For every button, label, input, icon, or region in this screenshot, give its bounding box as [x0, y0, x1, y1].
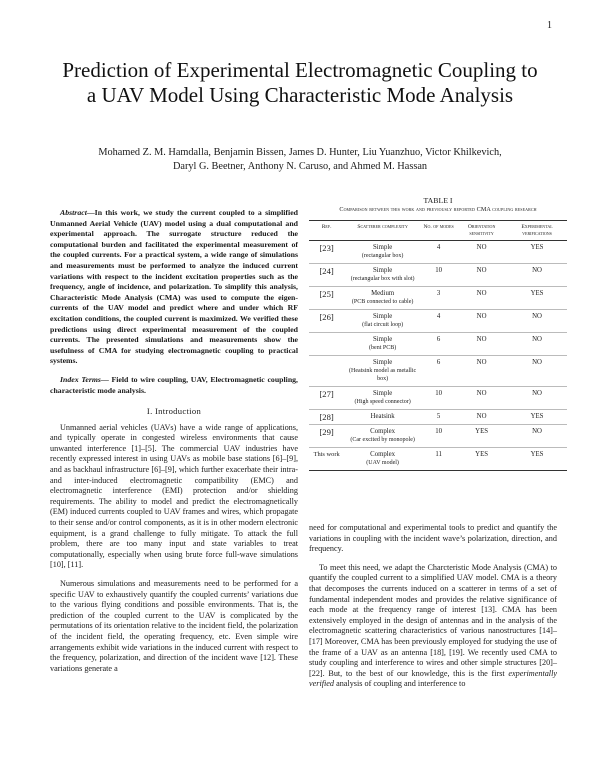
cell-ref: [23]	[309, 241, 344, 264]
cell-complexity: Complex (UAV model)	[344, 448, 421, 471]
col-header-orientation: Orientation sensitivity	[456, 221, 507, 241]
table-row	[309, 333, 567, 356]
cell-orientation: NO	[456, 310, 507, 333]
cell-experimental: NO	[507, 333, 567, 356]
cell-complexity: Simple (rectangular box with slot)	[344, 264, 421, 287]
table-row	[309, 448, 567, 471]
authors-line-1: Mohamed Z. M. Hamdalla, Benjamin Bissen, James D. Hunter, Liu Yuanzhuo, Victor Khilkevich,	[98, 147, 502, 158]
table-row	[309, 241, 567, 264]
cell-experimental: NO	[507, 264, 567, 287]
table-row	[309, 425, 567, 448]
cell-ref: This work	[309, 448, 344, 471]
table-title: Comparison between this work and previously reported CMA coupling research	[339, 206, 537, 213]
intro-paragraph-2: Numerous simulations and measurements need to be performed for a specific UAV to exhaustively quantify the coupled currents’ variations due to the various flying conditions and possible environments. That is, the prediction of the coupled current to the UAV is complicated by the permutations of its orientation relative to the incident field, the polarization of the incident field, the operating frequency, etc. Even simple wire arrangements exhibit wide variations in the induced current with respect to the frequency, polarization, and direction of the incident wave [12]. These variations generate a	[50, 579, 298, 673]
cell-ref: [25]	[309, 287, 344, 310]
table-row	[309, 310, 567, 333]
table-row	[309, 287, 567, 310]
cell-ref	[309, 356, 344, 387]
cell-complexity: Medium (PCB connected to cable)	[344, 287, 421, 310]
cell-experimental: NO	[507, 356, 567, 387]
cell-experimental: YES	[507, 410, 567, 425]
cell-orientation: NO	[456, 287, 507, 310]
cell-complexity: Complex (Car excited by monopole)	[344, 425, 421, 448]
section-heading-introduction: I. Introduction	[146, 406, 202, 417]
cell-orientation: NO	[456, 387, 507, 410]
paper-title: Prediction of Experimental Electromagnetic Coupling to a UAV Model Using Characteristic Mode Analysis	[62, 58, 538, 107]
right-paragraph-1: need for computational and experimental tools to predict and quantify the variations in coupling with the incident wave’s polarization, direction, and frequency.	[309, 523, 557, 554]
right-column-text	[309, 523, 557, 698]
cell-complexity: Simple (flat circuit loop)	[344, 310, 421, 333]
cell-ref: [28]	[309, 410, 344, 425]
cell-modes: 6	[421, 333, 456, 356]
cell-complexity: Simple (Heatsink model as metallic box)	[344, 356, 421, 387]
table-row	[309, 387, 567, 410]
index-terms-label: Index Terms	[60, 374, 101, 384]
cell-modes: 10	[421, 425, 456, 448]
index-terms	[50, 375, 298, 396]
table-row	[309, 410, 567, 425]
cell-experimental: YES	[507, 287, 567, 310]
table-number: TABLE I	[423, 196, 453, 205]
cell-experimental: NO	[507, 387, 567, 410]
abstract-text: —In this work, we study the current coupled to a simplified Unmanned Aerial Vehicle (UAV) model using a dual computational and experimental approach. The surrogate structure reduced the computational burden and facilitated the experimental measurement of the coupled currents. For a practical system, a wide range of simulations and measurements must be performed to analyze the induced current variations with respect to the incident excitation properties such as the frequency, angle of incidence, and polarization. To simplify this analysis, Characteristic Mode Analysis (CMA) was used to compute the eigen-currents of the UAV model and predict where and under which RF excitation conditions, the coupled current is maximized. We verified these predictions using direct experimental measurement of the coupled currents. The presented simulations and measurements show the usefulness of CMA for studying electromagnetic coupling to practical systems.	[50, 208, 298, 366]
cell-orientation: NO	[456, 241, 507, 264]
author-list	[60, 146, 540, 174]
cell-orientation: NO	[456, 356, 507, 387]
cell-complexity: Simple (rectangular box)	[344, 241, 421, 264]
cell-ref	[309, 333, 344, 356]
cell-experimental: YES	[507, 448, 567, 471]
cell-orientation: NO	[456, 333, 507, 356]
cell-experimental: YES	[507, 241, 567, 264]
cell-complexity: Simple (High speed connector)	[344, 387, 421, 410]
cell-complexity: Heatsink	[344, 410, 421, 425]
left-column	[50, 208, 298, 682]
cell-ref: [29]	[309, 425, 344, 448]
cell-modes: 11	[421, 448, 456, 471]
col-header-ref: Ref.	[309, 221, 344, 241]
col-header-experimental: Experimental verifications	[507, 221, 567, 241]
emphasis-text: experimentally verified	[309, 668, 557, 689]
authors-line-2: Daryl G. Beetner, Anthony N. Caruso, and Ahmed M. Hassan	[172, 161, 428, 172]
cell-orientation: YES	[456, 448, 507, 471]
cell-modes: 10	[421, 264, 456, 287]
page-number: 1	[547, 20, 552, 31]
cell-modes: 10	[421, 387, 456, 410]
cell-modes: 5	[421, 410, 456, 425]
table-row	[309, 356, 567, 387]
cell-complexity: Simple (bent PCB)	[344, 333, 421, 356]
cell-ref: [24]	[309, 264, 344, 287]
intro-paragraph-1: Unmanned aerial vehicles (UAVs) have a wide range of applications, and typically operate in congested wireless environments that cause unwanted interference [1]–[5]. The commercial UAV industries have recently expressed interest in using UAVs as mobile base stations [6]–[9], and as backhaul infrastructure [6]–[9], which further exacerbate their intra- and inter-induced electromagnetic compatibility (EMC) and electromagnetic interference (EMI) protection and/or shielding requirements. The ability to model and predict the electromagnetically (EM) induced currents coupled to UAV frames and wires, which propagate to their sense and/or control components, as it is in other modern electronic equipment, is a grand challenge to fully mitigate. To attack the full problem, there are too many input and state variables to treat computationally, especially when using brute force full-wave simulations [10], [11].	[50, 422, 298, 570]
cell-modes: 6	[421, 356, 456, 387]
cell-orientation: NO	[456, 410, 507, 425]
abstract	[50, 208, 298, 367]
col-header-complexity: Scatterer complexity	[344, 221, 421, 241]
cell-orientation: YES	[456, 425, 507, 448]
index-terms-text: — Field to wire coupling, UAV, Electromagnetic coupling, characteristic mode analysis.	[50, 374, 299, 395]
table-row	[309, 264, 567, 287]
cell-modes: 3	[421, 287, 456, 310]
cell-ref: [26]	[309, 310, 344, 333]
cell-ref: [27]	[309, 387, 344, 410]
cell-modes: 4	[421, 241, 456, 264]
cell-modes: 4	[421, 310, 456, 333]
cell-experimental: NO	[507, 310, 567, 333]
cell-orientation: NO	[456, 264, 507, 287]
col-header-modes: No. of modes	[421, 221, 456, 241]
table-caption	[309, 196, 567, 214]
comparison-table	[309, 220, 567, 471]
right-paragraph-2: To meet this need, we adapt the Charcteristic Mode Analysis (CMA) to quantify the coupled current to a simplified UAV model. CMA is a theory that decomposes the currents induced on a scatterer in terms of a set of fundamental independent modes and provides the relative significance of each mode at the frequency range of interest [13]. CMA has been extensively employed in the design of antennas and in the analysis of the electromagnetic scattering characteristics of various nanostructures [14]–[17] Moreover, CMA has been previously employed for studying the use of the frame of a UAV as an antenna [18], [19]. We recently used CMA to study coupling and interference to wires and other simple structures [20]–[22]. But, to the best of our knowledge, this is the first experimentally verified analysis of coupling and interference to	[309, 562, 557, 689]
table-header-row	[309, 221, 567, 241]
cell-experimental: NO	[507, 425, 567, 448]
abstract-label: Abstract	[60, 208, 87, 217]
